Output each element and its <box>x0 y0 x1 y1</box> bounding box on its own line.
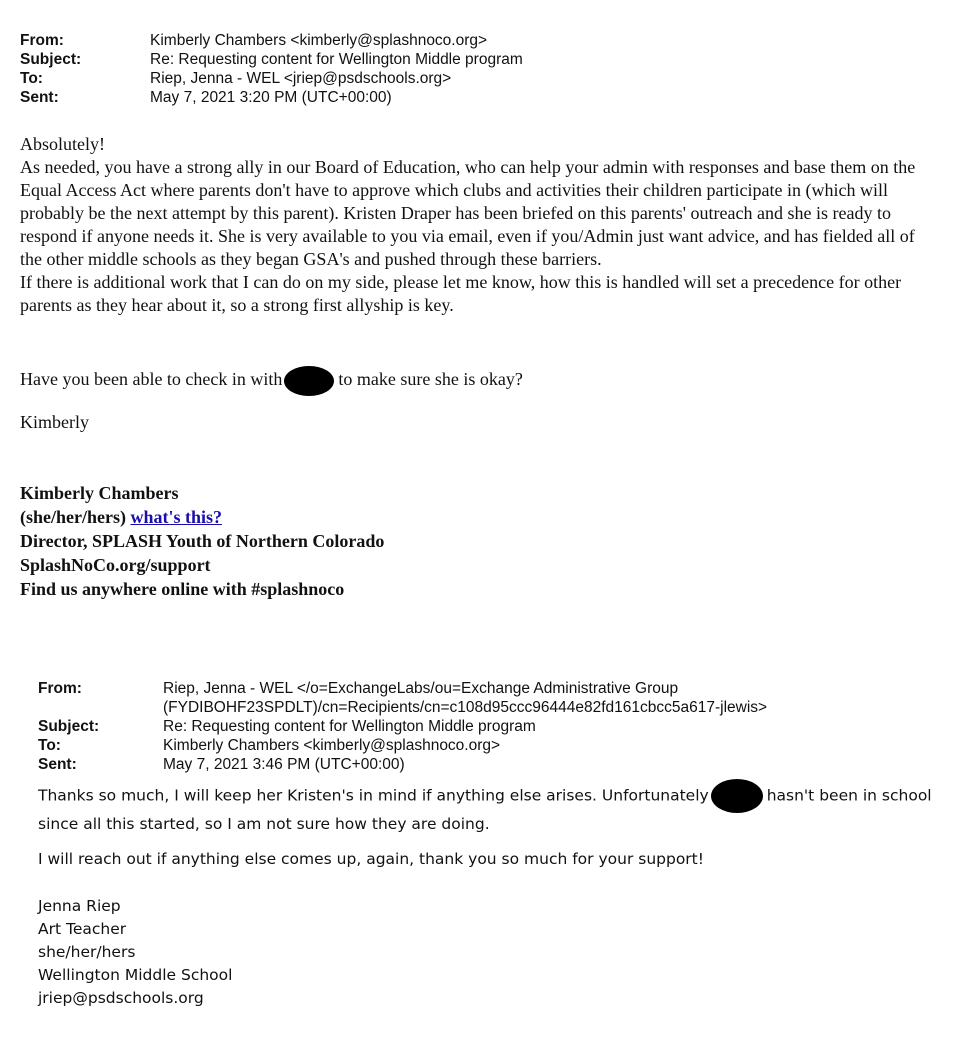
redaction-mark <box>711 779 763 813</box>
email1-signature <box>20 481 384 601</box>
email2-to-row <box>38 736 767 755</box>
body-text-before: Thanks so much, I will keep her Kristen's in mind if anything else arises. Unfortunately <box>38 786 709 805</box>
body-paragraph: Absolutely! <box>20 134 105 154</box>
to-value: Kimberly Chambers <kimberly@splashnoco.org> <box>163 737 501 754</box>
sent-label: Sent: <box>38 756 77 773</box>
email2-header <box>38 679 767 774</box>
email1-subject-row <box>20 50 523 69</box>
to-label: To: <box>20 70 43 87</box>
signature-role: Art Teacher <box>38 920 127 938</box>
from-value-continued: (FYDIBOHF23SPDLT)/cn=Recipients/cn=c108d95ccc96444e82fd161cbcc5a617-jlewis> <box>163 699 768 716</box>
signature-pronouns-row <box>20 505 384 529</box>
email1-from-row <box>20 31 523 50</box>
email2-signature <box>38 895 232 1010</box>
from-label: From: <box>20 32 64 49</box>
body-paragraph <box>38 779 938 836</box>
subject-value: Re: Requesting content for Wellington Middle program <box>163 718 536 735</box>
email1-header <box>20 31 523 107</box>
reach-out-line: I will reach out if anything else comes up, again, thank you so much for your support! <box>38 850 704 868</box>
signature-school: Wellington Middle School <box>38 966 233 984</box>
email2-subject-row <box>38 717 767 736</box>
redaction-mark <box>284 366 334 396</box>
signature-name: Jenna Riep <box>38 897 121 915</box>
sent-value: May 7, 2021 3:46 PM (UTC+00:00) <box>163 756 405 773</box>
pronoun-info-link[interactable]: what's this? <box>130 507 223 527</box>
to-value: Riep, Jenna - WEL <jriep@psdschools.org> <box>150 70 452 87</box>
email1-body <box>20 133 940 317</box>
check-in-text-after: to make sure she is okay? <box>338 369 523 390</box>
signature-url: SplashNoCo.org/support <box>20 555 211 575</box>
check-in-text-before: Have you been able to check in with <box>20 369 283 390</box>
email1-to-row <box>20 69 523 88</box>
signature-title: Director, SPLASH Youth of Northern Colorado <box>20 531 385 551</box>
subject-label: Subject: <box>20 51 82 68</box>
email1-signoff: Kimberly <box>20 412 89 432</box>
from-value: Kimberly Chambers <kimberly@splashnoco.org> <box>150 32 488 49</box>
to-label: To: <box>38 737 61 754</box>
email2-from-row-continued <box>38 698 767 717</box>
signature-tagline: Find us anywhere online with #splashnoco <box>20 579 345 599</box>
check-in-line <box>20 366 523 396</box>
signature-pronouns: (she/her/hers) <box>20 507 126 527</box>
signature-name: Kimberly Chambers <box>20 483 179 503</box>
signature-email: jriep@psdschools.org <box>38 989 204 1007</box>
body-text-after: hasn't been in school since all this started, so I am not sure how they are doing. <box>38 786 932 833</box>
subject-value: Re: Requesting content for Wellington Middle program <box>150 51 523 68</box>
email2-body <box>38 779 938 836</box>
email2-sent-row <box>38 755 767 774</box>
signature-pronouns: she/her/hers <box>38 943 136 961</box>
from-value: Riep, Jenna - WEL </o=ExchangeLabs/ou=Exchange Administrative Group <box>163 680 679 697</box>
from-label: From: <box>38 680 82 697</box>
sent-value: May 7, 2021 3:20 PM (UTC+00:00) <box>150 89 392 106</box>
subject-label: Subject: <box>38 718 100 735</box>
sent-label: Sent: <box>20 89 59 106</box>
body-paragraph: As needed, you have a strong ally in our Board of Education, who can help your admin with responses and base them on the Equal Access Act where parents don't have to approve which clubs and activities their children participate in (which will probably be the next attempt by this parent). Kristen Draper has been briefed on this parents' outreach and she is ready to respond if anyone needs it. She is very available to you via email, even if you/Admin just want advice, and has fielded all of the other middle schools as they began GSA's and pushed through these barriers. <box>20 157 916 269</box>
body-paragraph: If there is additional work that I can do on my side, please let me know, how this is handled will set a precedence for other parents as they hear about it, so a strong first allyship is key. <box>20 272 902 315</box>
email1-sent-row <box>20 88 523 107</box>
email2-from-row <box>38 679 767 698</box>
